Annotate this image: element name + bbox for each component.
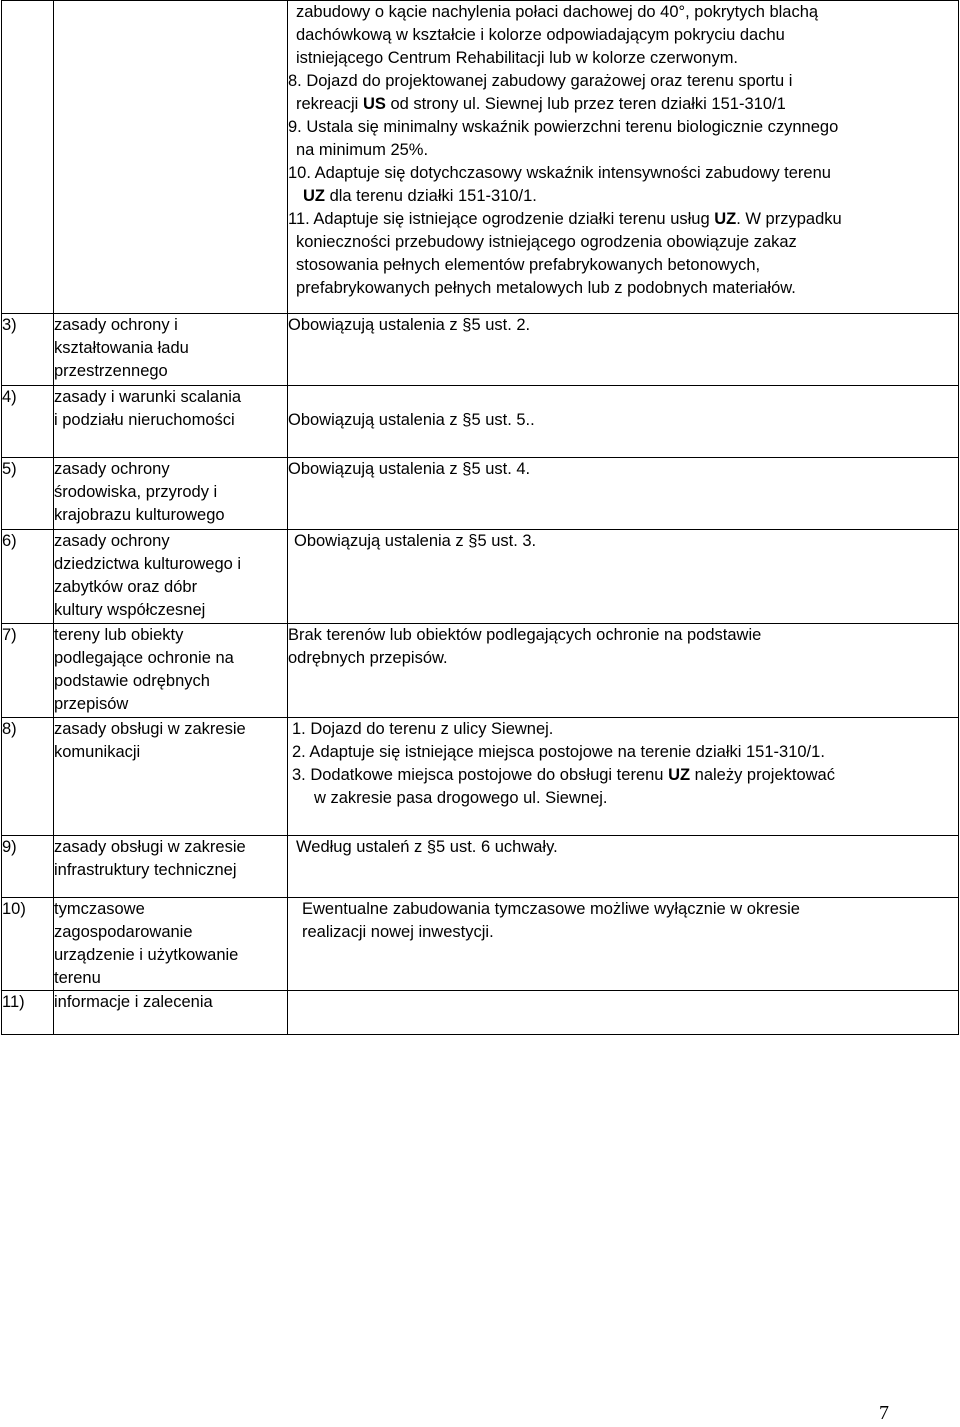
continuation-cell [288, 1, 959, 314]
row-number: 5) [2, 458, 54, 530]
table-row [2, 836, 959, 898]
text-line: dachówkową w kształcie i kolorze odpowiadającym pokryciu dachu [296, 26, 785, 44]
table-row [2, 530, 959, 624]
table-row [2, 386, 959, 458]
row-value [288, 314, 959, 386]
label-line: zasady i warunki scalania [54, 388, 242, 406]
row-label [54, 314, 288, 386]
item-text: 9. Ustala się minimalny wskaźnik powierzchni terenu biologicznie czynnego [288, 118, 839, 136]
value-line: Brak terenów lub obiektów podlegających ochronie na podstawie [288, 626, 762, 644]
table-row [2, 1, 959, 314]
value-line: Obowiązują ustalenia z §5 ust. 4. [288, 460, 531, 478]
label-line: krajobrazu kulturowego [54, 506, 225, 524]
value-line: 2. Adaptuje się istniejące miejsca postojowe na terenie działki 151-310/1. [292, 743, 825, 761]
row-value [288, 458, 959, 530]
item-text: od strony ul. Siewnej lub przez teren działki 151-310/1 [385, 95, 786, 113]
list-item-10: 10. Adaptuje się dotychczasowy wskaźnik intensywności zabudowy terenu [288, 164, 831, 182]
value-text: należy projektować [690, 766, 835, 784]
value-line: Obowiązują ustalenia z §5 ust. 3. [294, 532, 537, 550]
value-line: Według ustaleń z §5 ust. 6 uchwały. [296, 838, 558, 856]
list-item-10-cont [288, 185, 958, 208]
zone-code: UZ [303, 187, 325, 205]
label-line: infrastruktury technicznej [54, 861, 237, 879]
label-line: kultury współczesnej [54, 601, 206, 619]
value-line: odrębnych przepisów. [288, 649, 448, 667]
row-number: 10) [2, 898, 54, 991]
list-item-11-cont: prefabrykowanych pełnych metalowych lub z podobnych materiałów. [296, 279, 796, 297]
label-line: i podziału nieruchomości [54, 411, 235, 429]
list-item-8 [288, 70, 958, 93]
value-line: Obowiązują ustalenia z §5 ust. 5.. [288, 411, 535, 429]
row-label [54, 836, 288, 898]
table-row [2, 314, 959, 386]
table-row [2, 458, 959, 530]
item-text: 8. Dojazd do projektowanej zabudowy garażowej oraz terenu sportu i [288, 72, 793, 90]
row-number: 6) [2, 530, 54, 624]
text-line: istniejącego Centrum Rehabilitacji lub w kolorze czerwonym. [296, 49, 739, 67]
list-item-9-cont: na minimum 25%. [296, 141, 429, 159]
label-line: przestrzennego [54, 362, 168, 380]
row-label [54, 898, 288, 991]
row-label [54, 718, 288, 836]
item-text: . W przypadku [736, 210, 842, 228]
label-line: podlegające ochronie na [54, 649, 234, 667]
regulations-table [1, 0, 959, 1035]
value-line: w zakresie pasa drogowego ul. Siewnej. [314, 789, 608, 807]
row-number: 11) [2, 991, 54, 1035]
item-text: rekreacji [296, 95, 363, 113]
row-value [288, 386, 959, 458]
text-line: zabudowy o kącie nachylenia połaci dachowej do 40°, pokrytych blachą [296, 3, 819, 21]
label-line: terenu [54, 969, 101, 987]
table-row [2, 898, 959, 991]
label-line: zasady ochrony i [54, 316, 178, 334]
label-line: zasady obsługi w zakresie [54, 838, 246, 856]
zone-code: UZ [714, 210, 737, 228]
list-item-11 [288, 208, 958, 231]
table-row [2, 624, 959, 718]
row-value [288, 898, 959, 991]
empty-cell [2, 1, 54, 314]
value-line: 1. Dojazd do terenu z ulicy Siewnej. [292, 720, 554, 738]
label-line: zasady ochrony [54, 460, 170, 478]
row-value [288, 836, 959, 898]
row-label [54, 386, 288, 458]
label-line: środowiska, przyrody i [54, 483, 218, 501]
zone-code: US [362, 95, 386, 113]
label-line: tymczasowe [54, 900, 145, 918]
row-number: 3) [2, 314, 54, 386]
zone-code: UZ [668, 766, 691, 784]
list-item-11-cont: konieczności przebudowy istniejącego ogrodzenia obowiązuje zakaz [296, 233, 797, 251]
item-text: 11. Adaptuje się istniejące ogrodzenie działki terenu usług [288, 210, 715, 228]
value-text: 3. Dodatkowe miejsca postojowe do obsługi terenu [292, 766, 669, 784]
value-line: Obowiązują ustalenia z §5 ust. 2. [288, 316, 531, 334]
row-label [54, 530, 288, 624]
label-line: podstawie odrębnych [54, 672, 210, 690]
label-line: zasady obsługi w zakresie [54, 720, 246, 738]
list-item-9 [288, 116, 958, 139]
table-row [2, 991, 959, 1035]
page-number: 7 [879, 1402, 889, 1424]
label-line: kształtowania ładu [54, 339, 189, 357]
row-value [288, 718, 959, 836]
row-label [54, 624, 288, 718]
row-label [54, 458, 288, 530]
value-line [292, 764, 958, 787]
row-value [288, 624, 959, 718]
row-label [54, 991, 288, 1035]
row-value [288, 530, 959, 624]
label-line: zasady ochrony [54, 532, 170, 550]
value-line: Ewentualne zabudowania tymczasowe możliwe wyłącznie w okresie [302, 900, 800, 918]
item-text: dla terenu działki 151-310/1. [325, 187, 537, 205]
list-item-8-cont [288, 93, 958, 116]
row-number: 9) [2, 836, 54, 898]
label-line: zagospodarowanie [54, 923, 193, 941]
row-value [288, 991, 959, 1035]
label-line: komunikacji [54, 743, 141, 761]
label-line: przepisów [54, 695, 129, 713]
label-line: dziedzictwa kulturowego i [54, 555, 242, 573]
value-line: realizacji nowej inwestycji. [302, 923, 494, 941]
label-line: zabytków oraz dóbr [54, 578, 198, 596]
row-number: 7) [2, 624, 54, 718]
empty-cell [54, 1, 288, 314]
label-line: informacje i zalecenia [54, 993, 213, 1011]
list-item-11-cont: stosowania pełnych elementów prefabrykowanych betonowych, [296, 256, 761, 274]
row-number: 8) [2, 718, 54, 836]
label-line: urządzenie i użytkowanie [54, 946, 239, 964]
row-number: 4) [2, 386, 54, 458]
table-row [2, 718, 959, 836]
label-line: tereny lub obiekty [54, 626, 184, 644]
